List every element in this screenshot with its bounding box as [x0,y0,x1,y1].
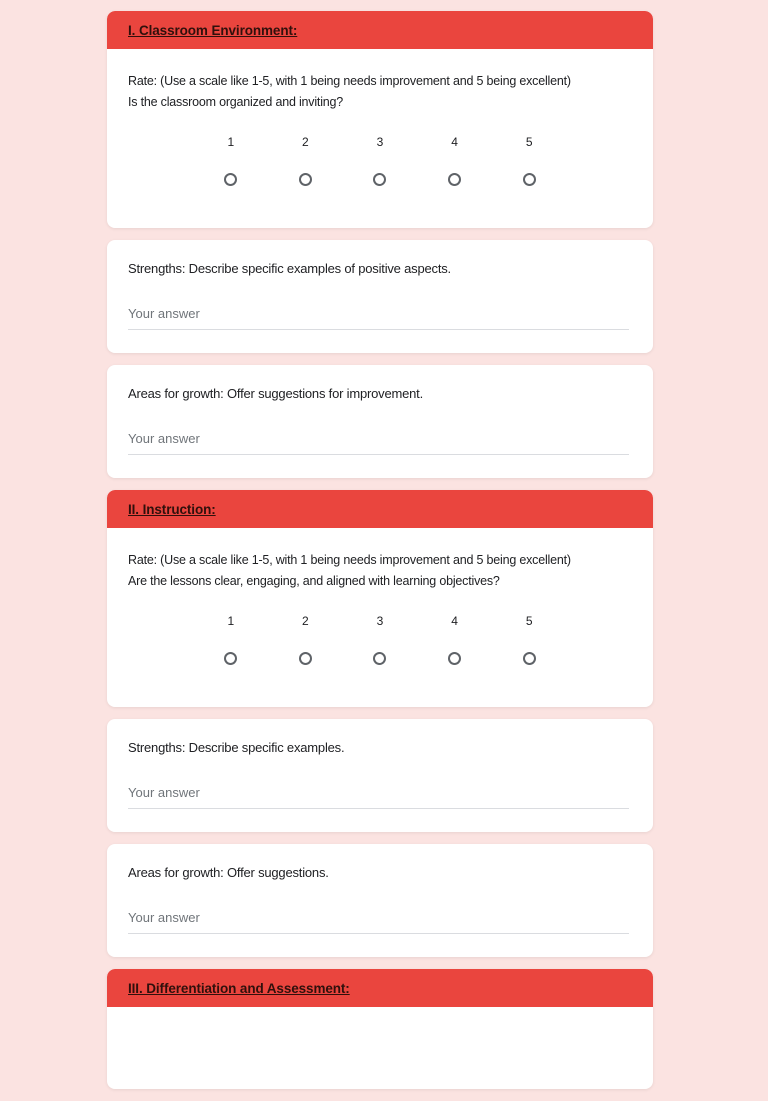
scale-label: 2 [302,614,309,628]
answer-input[interactable] [128,910,629,934]
scale-option [194,173,269,186]
question-card [107,844,653,957]
question-text: Rate: (Use a scale like 1-5, with 1 being needs improvement and 5 being excellent) [128,74,571,88]
scale-option [417,173,492,186]
scale-labels-row [194,614,567,628]
scale-option [268,173,343,186]
scale-label: 1 [227,135,235,149]
question-text: Strengths: Describe specific examples. [128,740,345,755]
scale-label: 4 [451,614,458,628]
scale-label: 3 [376,135,384,149]
scale-label: 4 [451,135,458,149]
scale-radios-row [194,652,567,665]
scale-option [194,652,269,665]
question-text: Areas for growth: Offer suggestions for improvement. [128,386,423,401]
question-body [107,528,653,665]
section-header [107,11,653,49]
section-card [107,969,653,1089]
scale-radio-5[interactable] [523,652,536,665]
answer-input[interactable] [128,306,629,330]
question-text: Are the lessons clear, engaging, and aligned with learning objectives? [128,574,500,588]
scale-label: 5 [525,135,533,149]
linear-scale [128,135,632,186]
question-text: Rate: (Use a scale like 1-5, with 1 being needs improvement and 5 being excellent) [128,553,571,567]
scale-option [343,173,418,186]
section-title: II. Instruction: [128,501,216,517]
answer-input[interactable] [128,431,629,455]
question-card [107,240,653,353]
section-header [107,490,653,528]
scale-radio-3[interactable] [373,173,386,186]
scale-radio-4[interactable] [448,652,461,665]
question-text: Areas for growth: Offer suggestions. [128,865,329,880]
linear-scale [128,614,632,665]
question-text: Is the classroom organized and inviting? [128,95,344,109]
scale-option [492,173,567,186]
section-title: III. Differentiation and Assessment: [128,980,350,996]
answer-input[interactable] [128,785,629,809]
section-header [107,969,653,1007]
question-card [107,365,653,478]
scale-option [268,652,343,665]
scale-option [417,652,492,665]
scale-label: 5 [525,614,533,628]
question-card [107,719,653,832]
scale-option [343,652,418,665]
scale-radio-1[interactable] [224,173,237,186]
section-card [107,490,653,707]
scale-option [492,652,567,665]
scale-label: 1 [227,614,235,628]
section-title: I. Classroom Environment: [128,22,298,38]
question-text: Strengths: Describe specific examples of positive aspects. [128,261,451,276]
scale-radio-1[interactable] [224,652,237,665]
form-card-stack [107,11,653,1101]
section-card [107,11,653,228]
question-body [107,49,653,186]
scale-radio-5[interactable] [523,173,536,186]
scale-label: 2 [302,135,309,149]
scale-radio-3[interactable] [373,652,386,665]
scale-radios-row [194,173,567,186]
scale-radio-4[interactable] [448,173,461,186]
scale-radio-2[interactable] [299,173,312,186]
scale-labels-row [194,135,567,149]
scale-label: 3 [376,614,384,628]
scale-radio-2[interactable] [299,652,312,665]
